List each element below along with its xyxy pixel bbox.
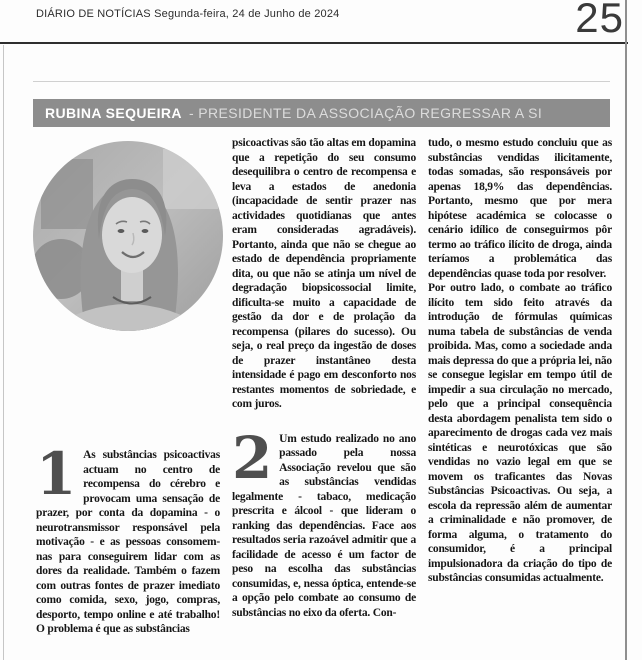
dropcap-1: 1	[36, 440, 77, 508]
author-title: - PRESIDENTE DA ASSOCIAÇÃO REGRESSAR A SI	[188, 105, 543, 121]
author-name: RUBINA SEQUEIRA	[45, 105, 182, 121]
paragraph-2	[232, 423, 416, 621]
portrait-photo-illustration	[33, 141, 223, 331]
page-number: 25	[575, 0, 624, 41]
header-rule	[0, 42, 628, 44]
column-2	[232, 136, 416, 637]
paragraph-2-continued: tudo, o mesmo estudo concluiu que as substâncias vendidas ilicitamente, todas somadas, são responsáveis por apenas 18,9% das dependências. Portanto, mesmo que por mera hipótese académica se colocasse o cenário idílico de conseguirmos pôr termo ao tráfico ilícito de droga, ainda teríamos a problemática das dependências quase toda por resolver.	[428, 137, 612, 280]
paragraph-1	[36, 440, 220, 637]
paragraph-1-continued: psicoactivas são tão altas em dopamina que a repetição do seu consumo desequilibra o centro de recompensa e leva a estados de anedonia (incapacidade de sentir prazer nas actividades quotidianas que antes eram consideradas agradáveis). Portanto, ainda que não se chegue ao estado de dependência propriamente dita, ou que não se atinja um nível de degradação biopsicossocial limite, dificulta-se muito a capacidade de gestão da dor e de prolação da recompensa (pilares do sucesso). Ou seja, o real preço da ingestão de doses de prazer instantâneo desta intensidade é pago em desconforto nos restantes momentos de sobriedade, e com juros.	[232, 137, 416, 410]
left-page-border	[3, 45, 4, 660]
paragraph-3: Por outro lado, o combate ao tráfico ilícito tem sido feito através da introdução de fórmulas químicas numa tabela de substâncias de venda proibida. Mas, como a sociedade anda mais depressa do que a própria lei, não se consegue legislar em tempo útil de impedir a sua circulação no mercado, pelo que a principal consequência desta abordagem penalista tem sido o aparecimento de drogas cada vez mais sintéticas e neurotóxicas que são vendidas no vazio legal em que se movem os traficantes das Novas Substâncias Psicoactivas. Ou seja, a escola da repressão além de aumentar a criminalidade e não promover, de forma alguma, o tratamento do consumidor, é a principal impulsionadora da criação do tipo de substâncias consumidas actualmente.	[428, 282, 612, 584]
paragraph-1-text: As substâncias psicoactivas actuam no centro de recompensa do cérebro e provocam uma sensação de prazer, por conta da dopamina - o neurotransmissor responsável pela motivação - e as pessoas consomem-nas para conseguirem lidar com as dores da realidade. Também o fazem com outras fontes de prazer imediato como comida, sexo, jogo, compras, desporto, tempo online e até trabalho! O problema é que as substâncias	[36, 449, 220, 635]
paragraph-2-text: Um estudo realizado no ano passado pela nossa Associação revelou que são as substâncias vendidas legalmente - tabaco, medicação prescrita e álcool - que lideram o ranking das dependências. Face aos resultados seria razoável admitir que a facilidade de acesso é um factor de peso na escolha das substâncias consumidas, e, nessa óptica, entende-se a opção pelo combate ao consumo de substâncias no eixo da oferta. Con-	[232, 432, 416, 619]
kicker-bar	[33, 99, 610, 127]
dropcap-2: 2	[232, 423, 273, 492]
article-columns	[36, 136, 612, 637]
column-1	[36, 136, 220, 637]
kicker-top-rule	[33, 81, 610, 82]
portrait-photo	[33, 141, 223, 331]
right-page-border	[625, 0, 627, 660]
masthead: DIÁRIO DE NOTÍCIAS Segunda-feira, 24 de Junho de 2024	[36, 8, 340, 20]
column-3	[428, 136, 612, 637]
